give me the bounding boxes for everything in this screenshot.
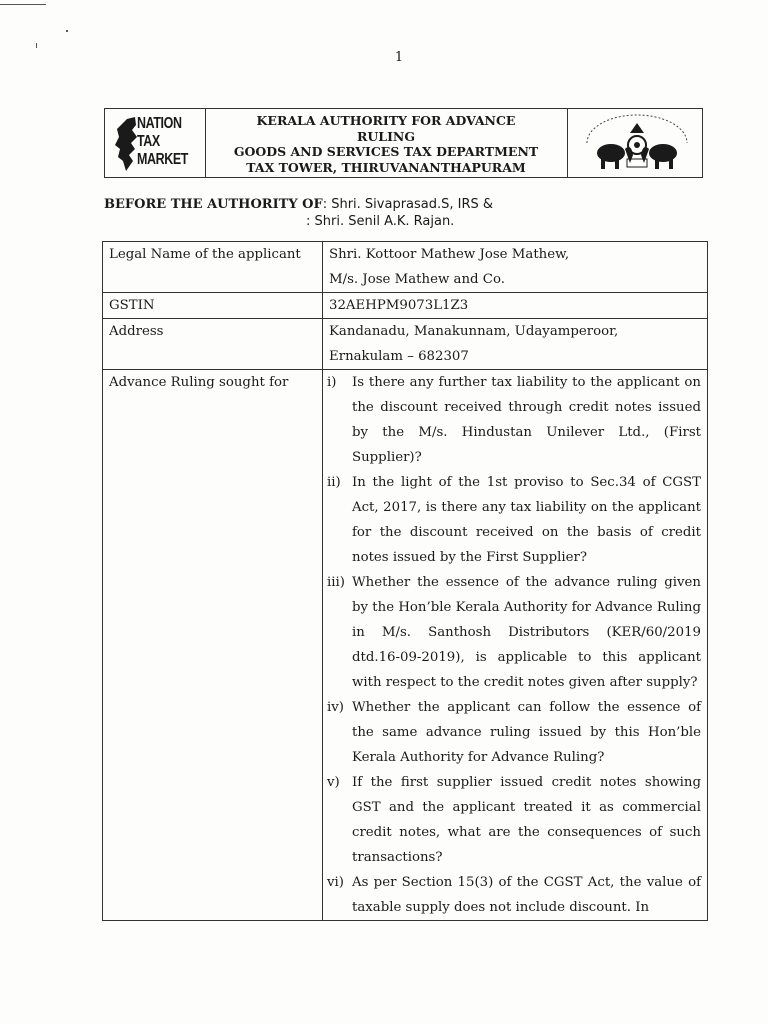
authority-members (104, 196, 494, 229)
row-value: 32AEHPM9073L1Z3 (323, 293, 708, 319)
logo-text: TAX (137, 133, 160, 150)
scan-edge-line (0, 4, 46, 5)
row-label: Advance Ruling sought for (103, 370, 323, 921)
table-row (103, 293, 708, 319)
row-value: Shri. Kottoor Mathew Jose Mathew, M/s. Jose Mathew and Co. (323, 242, 708, 293)
table-row (103, 370, 708, 921)
member-1: : Shri. Sivaprasad.S, IRS & (322, 197, 494, 212)
question-item: vi) As per Section 15(3) of the CGST Act, the value of taxable supply does not include discount. In (327, 875, 701, 915)
logo-text: MARKET (137, 151, 189, 168)
authority-title: KERALA AUTHORITY FOR ADVANCE RULING GOODS AND SERVICES TAX DEPARTMENT TAX TOWER, THIRUVANANTHAPURAM (233, 113, 539, 175)
letterhead (104, 108, 703, 178)
row-value: Kandanadu, Manakunnam, Udayamperoor, Ernakulam – 682307 (323, 319, 708, 370)
question-item: ii) In the light of the 1st proviso to Sec.34 of CGST Act, 2017, is there any tax liability on the applicant for the discount received on the basis of credit notes issued by the First Supplier? (327, 475, 701, 565)
scan-dot (36, 43, 37, 48)
question-item: i) Is there any further tax liability to the applicant on the discount received through credit notes issued by the M/s. Hindustan Unilever Ltd., (First Supplier)? (327, 375, 701, 465)
question-item: v) If the first supplier issued credit notes showing GST and the applicant treated it as commercial credit notes, what are the consequences of such transactions? (327, 775, 701, 865)
row-label: GSTIN (103, 293, 323, 319)
page-number: 1 (394, 50, 404, 65)
row-label: Legal Name of the applicant (103, 242, 323, 293)
table-row (103, 319, 708, 370)
logo-text: NATION (137, 115, 182, 132)
question-item: iii) Whether the essence of the advance ruling given by the Hon’ble Kerala Authority for Advance Ruling in M/s. Santhosh Distributors (KER/60/2019 dtd.16-09-2019), is applicable to this applicant with respect to the credit notes given after supply? (327, 575, 701, 690)
kerala-emblem-icon (575, 113, 699, 175)
nation-tax-market-logo (111, 115, 201, 173)
table-row (103, 242, 708, 293)
question-item: iv) Whether the applicant can follow the essence of the same advance ruling issued by this Hon’ble Kerala Authority for Advance Ruling? (327, 700, 701, 765)
application-details-table (102, 241, 708, 921)
row-label: Address (103, 319, 323, 370)
questions-cell (323, 370, 708, 921)
member-2: : Shri. Senil A.K. Rajan. (306, 214, 455, 229)
scan-dot (66, 30, 68, 32)
authority-label: BEFORE THE AUTHORITY OF (104, 197, 323, 212)
